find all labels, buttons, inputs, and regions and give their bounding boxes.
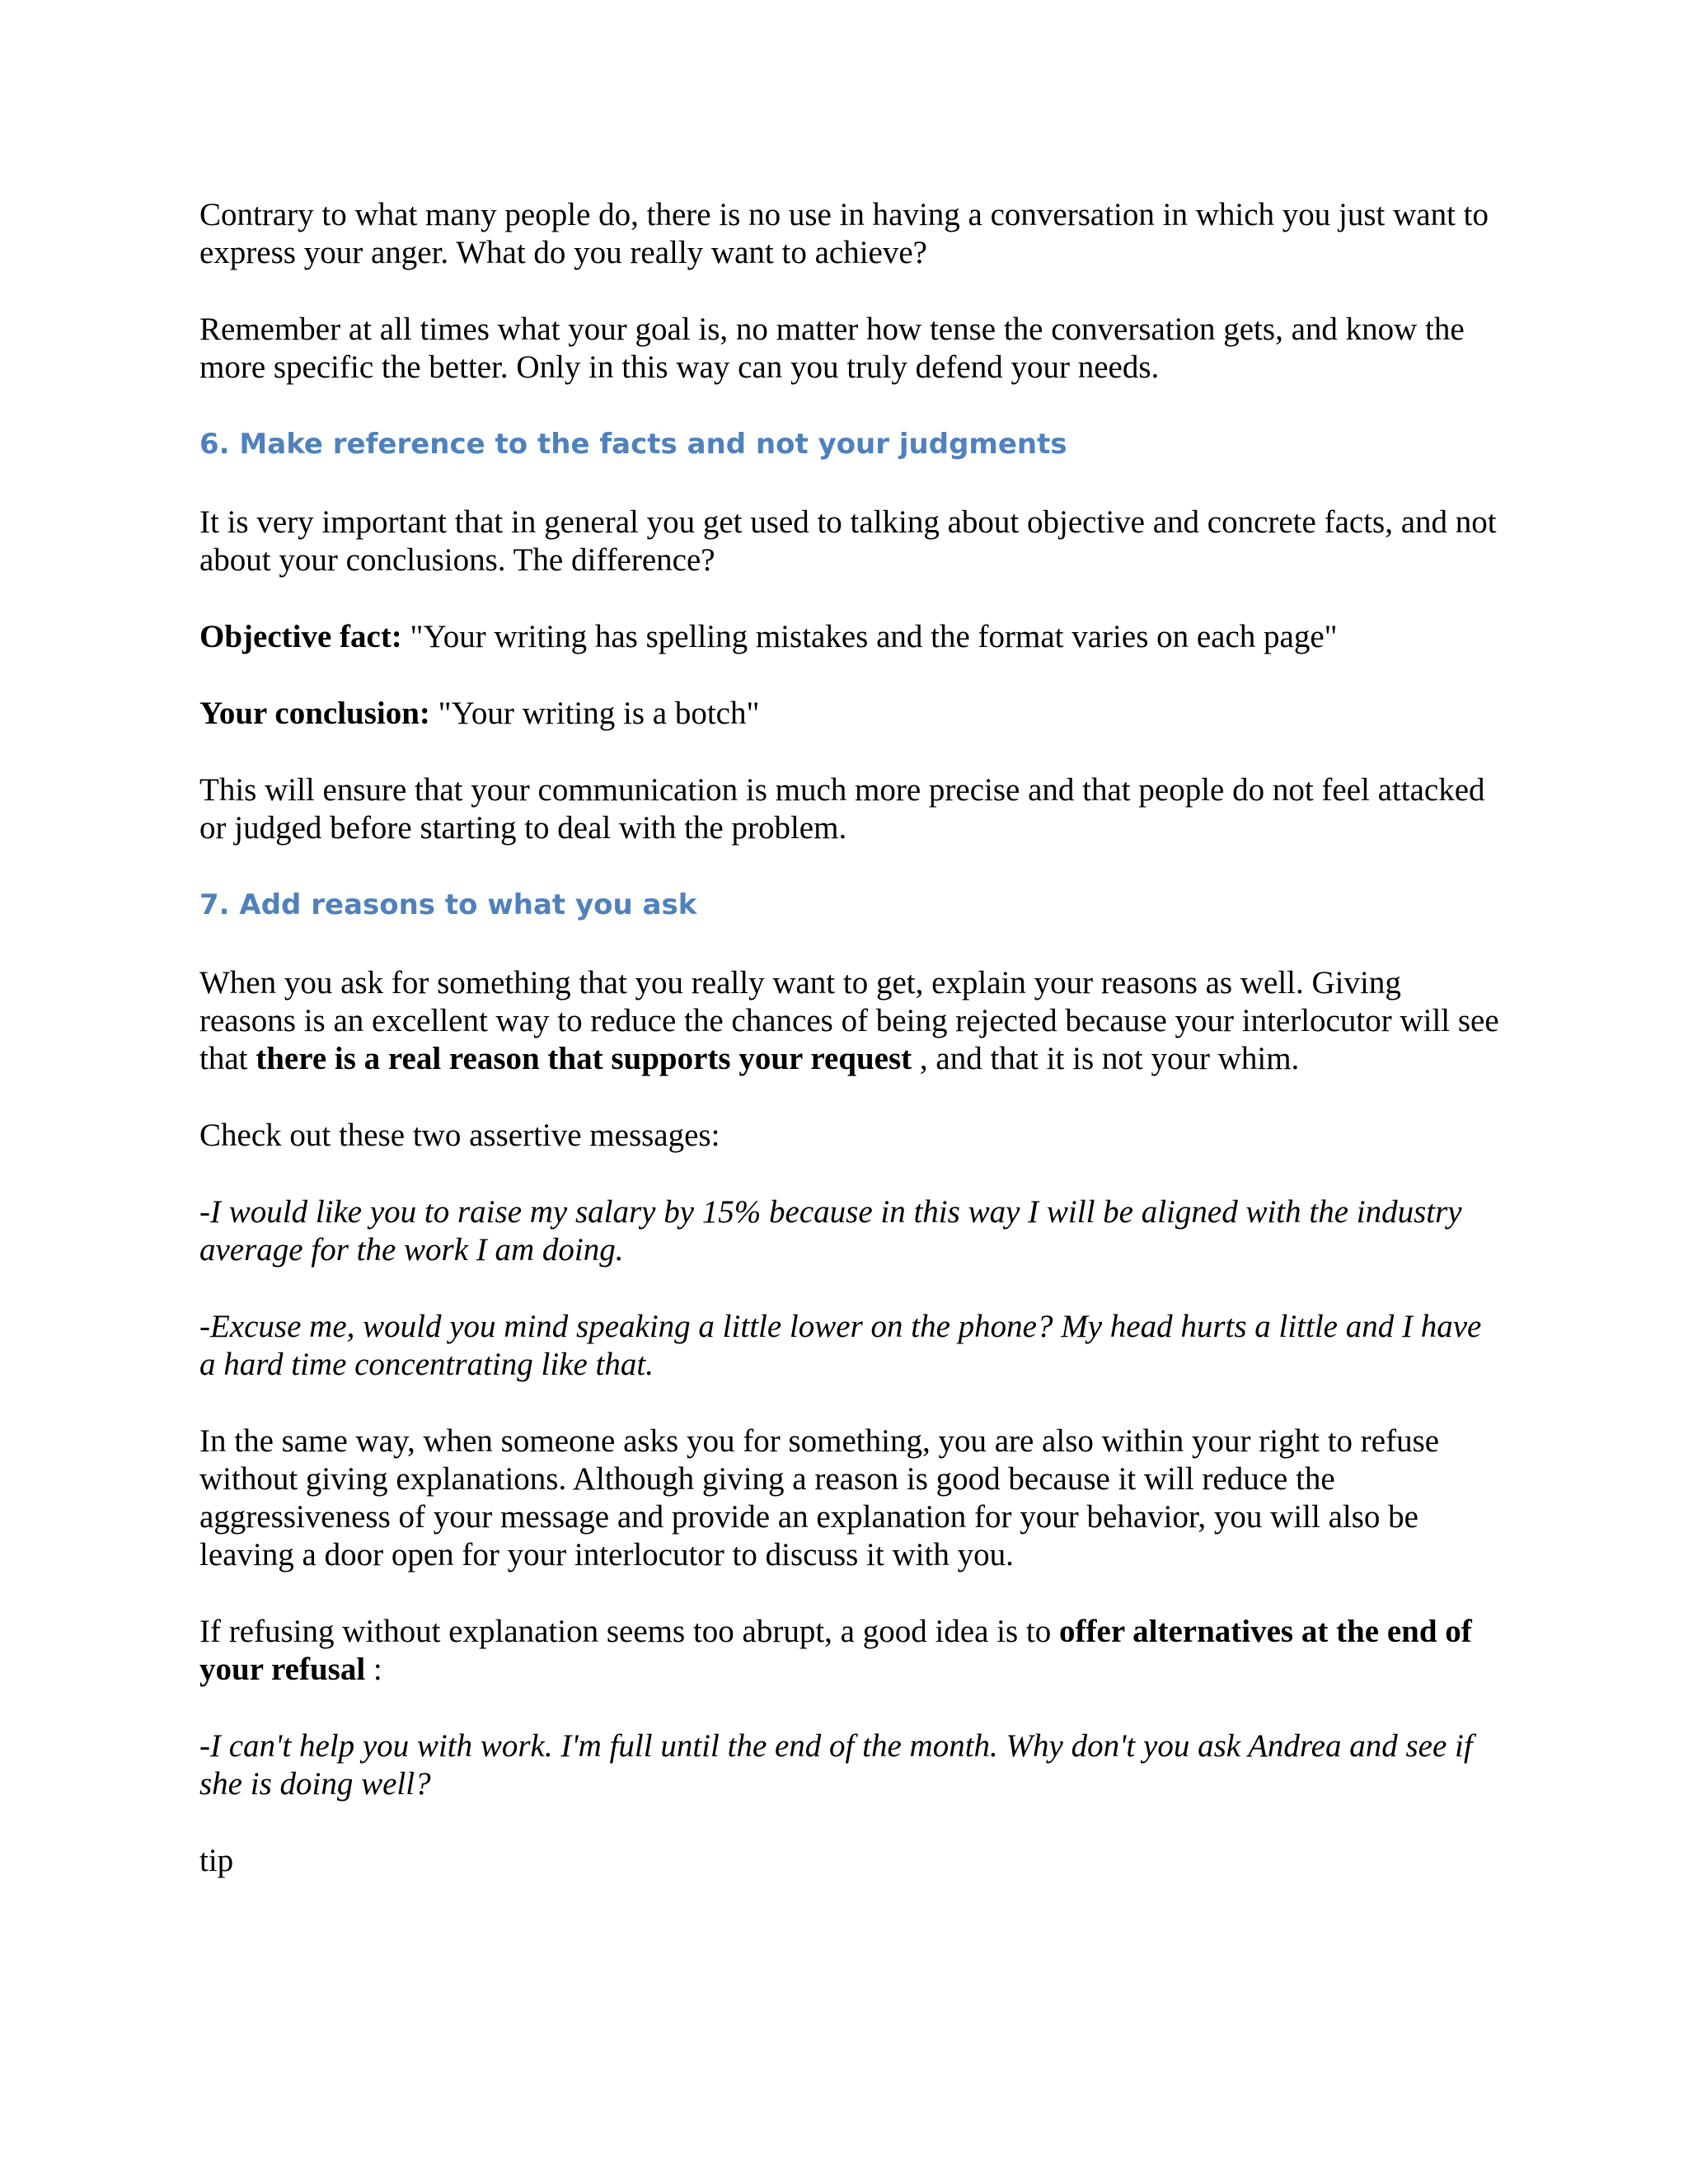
paragraph-goal-intro: Contrary to what many people do, there is no use in having a conversation in which you just want to express your anger. What do you really want to achieve? [199,197,1489,270]
tip-label: tip [199,1843,234,1878]
paragraph-facts-outro: This will ensure that your communication is much more precise and that people do not feel attacked or judged before starting to deal with the problem. [199,772,1485,846]
reasons-intro-bold: there is a real reason that supports your request [256,1041,912,1076]
paragraph-goal-reminder: Remember at all times what your goal is, no matter how tense the conversation gets, and know the more specific the better. Only in this way can you truly defend your needs. [199,312,1465,385]
objective-fact-example [199,618,1502,656]
section-heading-reasons: 7. Add reasons to what you ask [199,888,697,921]
objective-fact-label: Objective fact: [199,619,402,654]
paragraph-reasons-intro [199,964,1502,1078]
conclusion-label: Your conclusion: [199,696,430,731]
objective-fact-text: "Your writing has spelling mistakes and the format varies on each page" [401,619,1338,654]
alternatives-bold: offer alternatives at the end of your refusal [199,1614,1472,1687]
paragraph-refuse-right: In the same way, when someone asks you for something, you are also within your right to refuse without giving explanations. Although giving a reason is good because it will reduce the aggressiveness of your message and provide an explanation for your behavior, you will also be leaving a door open for your interlocutor to discuss it with you. [199,1423,1440,1572]
reasons-intro-end: , and that it is not your whim. [912,1041,1300,1076]
reasons-intro-start: When you ask for something that you really want to get, explain your reasons as well. Giving reasons is an excellent way to reduce the chances of being rejected because your interlocutor will see that [199,965,1499,1076]
section-heading-facts: 6. Make reference to the facts and not your judgments [199,428,1067,461]
paragraph-offer-alternatives [199,1613,1502,1689]
example-message-salary: -I would like you to raise my salary by 15% because in this way I will be aligned with the industry average for the work I am doing. [199,1194,1462,1268]
alternatives-start: If refusing without explanation seems too abrupt, a good idea is to [199,1614,1060,1649]
paragraph-facts-intro: It is very important that in general you get used to talking about objective and concrete facts, and not about your conclusions. The difference? [199,504,1497,578]
document-body [199,196,1502,1919]
alternatives-end: : [365,1652,382,1687]
conclusion-example [199,695,1502,733]
example-message-phone: -Excuse me, would you mind speaking a little lower on the phone? My head hurts a little and I have a hard time concentrating like that. [199,1309,1482,1382]
paragraph-check-messages: Check out these two assertive messages: [199,1118,720,1153]
example-message-refusal: -I can't help you with work. I'm full until the end of the month. Why don't you ask Andrea and see if she is doing well? [199,1728,1473,1802]
conclusion-text: "Your writing is a botch" [429,696,760,731]
